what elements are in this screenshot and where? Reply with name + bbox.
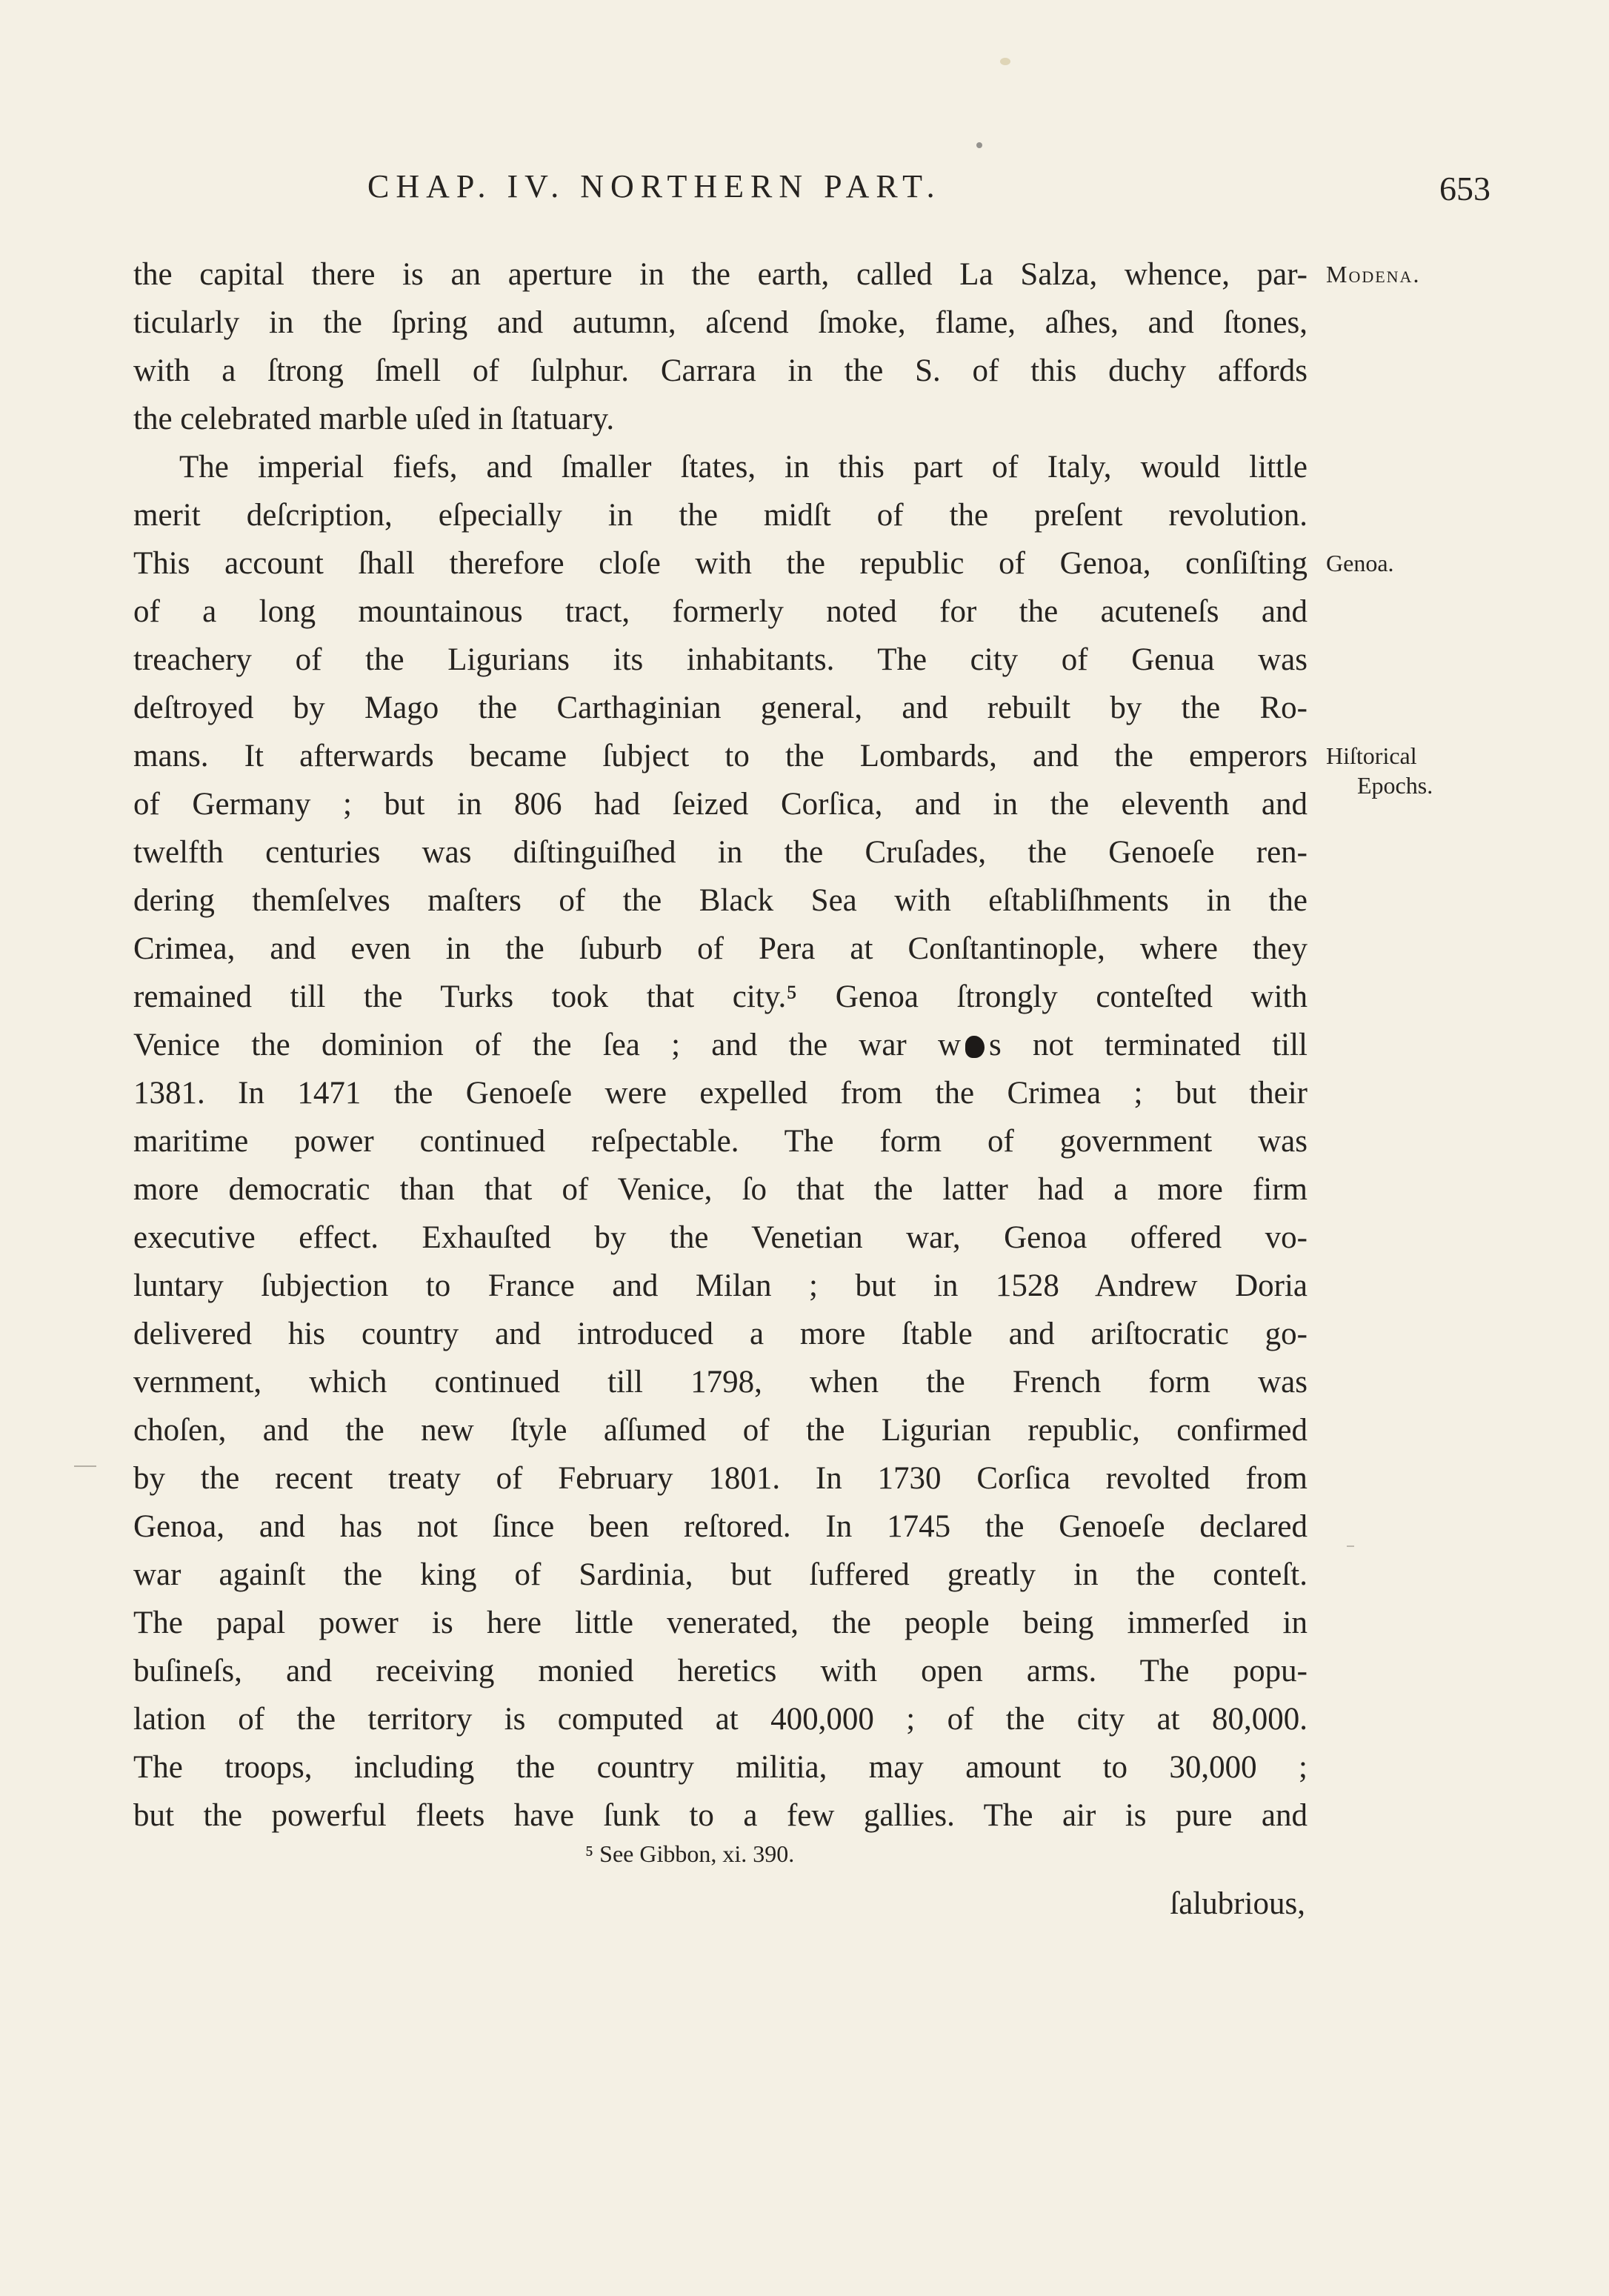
text-line: of a long mountainous tract, formerly noted for the acuteneſs and [133,594,1307,629]
text-line: remained till the Turks took that city.⁵ Genoa ſtrongly conteſted with [133,979,1307,1014]
text-line: of Germany ; but in 806 had ſeized Corſica, and in the eleventh and [133,787,1307,822]
text-line: ticularly in the ſpring and autumn, aſcend ſmoke, flame, aſhes, and ſtones, [133,305,1307,340]
footnote: ⁵ See Gibbon, xi. 390. [585,1840,795,1867]
ink-speck [976,142,982,148]
text-line: merit deſcription, eſpecially in the midſt of the preſent revolution. [133,498,1307,533]
text-line: twelfth centuries was diſtinguiſhed in the Cruſades, the Genoeſe ren- [133,835,1307,870]
text-line: maritime power continued reſpectable. The form of government was [133,1124,1307,1159]
margin-tick [74,1465,96,1467]
margin-note-epochs: Epochs. [1357,772,1433,799]
margin-note-genoa: Genoa. [1326,550,1394,576]
text-segment: Venice the dominion of the ſea ; and the war w [133,1028,962,1062]
text-line: luntary ſubjection to France and Milan ; but in 1528 Andrew Doria [133,1268,1307,1303]
text-line: buſineſs, and receiving monied heretics with open arms. The popu- [133,1654,1307,1688]
text-line: The troops, including the country militia, may amount to 30,000 ; [133,1750,1307,1785]
text-line: treachery of the Ligurians its inhabitants. The city of Genua was [133,642,1307,677]
text-line-with-blot [133,1021,1307,1069]
ink-blot [965,1036,985,1058]
text-line: Genoa, and has not ſince been reſtored. In 1745 the Genoeſe declared [133,1509,1307,1544]
text-line: with a ſtrong ſmell of ſulphur. Carrara in the S. of this duchy affords [133,353,1307,388]
text-line: deſtroyed by Mago the Carthaginian general, and rebuilt by the Ro- [133,691,1307,725]
text-line: The imperial fiefs, and ſmaller ſtates, in this part of Italy, would little [179,450,1307,485]
text-line: the celebrated marble uſed in ſtatuary. [133,402,615,436]
page-number: 653 [1439,170,1490,207]
text-line: choſen, and the new ſtyle aſſumed of the Ligurian republic, confirmed [133,1413,1307,1448]
text-line: 1381. In 1471 the Genoeſe were expelled from the Crimea ; but their [133,1076,1307,1111]
body-text [133,250,1307,1840]
margin-note-historical: Hiſtorical [1326,742,1417,769]
text-line: the capital there is an aperture in the earth, called La Salza, whence, par- [133,257,1307,292]
page-header [367,167,1508,219]
text-line: vernment, which continued till 1798, when the French form was [133,1365,1307,1400]
running-title: CHAP. IV. NORTHERN PART. [367,168,942,204]
text-line: but the powerful fleets have ſunk to a few gallies. The air is pure and [133,1798,1307,1833]
text-line: This account ſhall therefore cloſe with the republic of Genoa, conſiſting [133,546,1307,581]
text-line: more democratic than that of Venice, ſo that the latter had a more firm [133,1172,1307,1207]
text-line: Crimea, and even in the ſuburb of Pera at Conſtantinople, where they [133,931,1307,966]
text-line: lation of the territory is computed at 400,000 ; of the city at 80,000. [133,1702,1307,1737]
text-line: by the recent treaty of February 1801. In 1730 Corſica revolted from [133,1461,1307,1496]
paper-stain [1000,58,1010,65]
text-line: mans. It afterwards became ſubject to the Lombards, and the emperors [133,739,1307,773]
text-line: executive effect. Exhauſted by the Venetian war, Genoa offered vo- [133,1220,1307,1255]
margin-tick [1347,1545,1354,1547]
text-line: war againſt the king of Sardinia, but ſuffered greatly in the conteſt. [133,1557,1307,1592]
text-segment: s not terminated till [989,1028,1307,1062]
text-line: dering themſelves maſters of the Black Sea with eſtabliſhments in the [133,883,1307,918]
catchword: ſalubrious, [1170,1886,1305,1921]
margin-note-modena: Modena. [1326,261,1421,287]
text-line: delivered his country and introduced a more ſtable and ariſtocratic go- [133,1317,1307,1351]
text-line: The papal power is here little venerated, the people being immerſed in [133,1605,1307,1640]
